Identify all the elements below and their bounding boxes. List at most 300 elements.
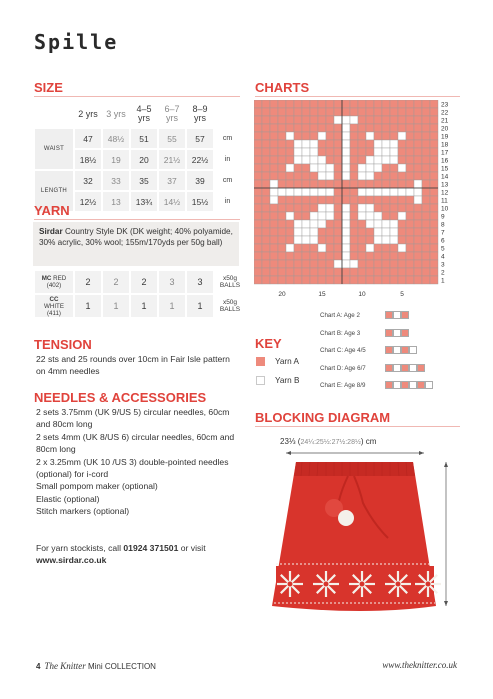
chart-cell	[302, 180, 310, 188]
mini-chart-cell	[401, 364, 409, 372]
chart-cell	[262, 204, 270, 212]
chart-cell	[414, 180, 422, 188]
chart-cell	[374, 100, 382, 108]
chart-cell	[278, 164, 286, 172]
chart-cell	[270, 276, 278, 284]
chart-cell	[406, 148, 414, 156]
chart-row-number: 19	[441, 133, 449, 141]
table-cell: 37	[159, 171, 185, 190]
chart-cell	[334, 156, 342, 164]
chart-col-number: 5	[400, 291, 404, 298]
size-heading: SIZE	[34, 80, 63, 95]
chart-cell	[366, 268, 374, 276]
table-cell: 55	[159, 129, 185, 148]
chart-cell	[374, 260, 382, 268]
table-cell: 1	[131, 295, 157, 317]
chart-cell	[366, 148, 374, 156]
chart-cell	[262, 196, 270, 204]
chart-cell	[406, 204, 414, 212]
chart-cell	[414, 116, 422, 124]
chart-cell	[334, 164, 342, 172]
chart-cell	[334, 204, 342, 212]
chart-cell	[374, 164, 382, 172]
chart-cell	[278, 188, 286, 196]
chart-cell	[366, 244, 374, 252]
chart-cell	[414, 196, 422, 204]
table-cell: 3	[187, 271, 213, 293]
mini-chart-label: Chart C: Age 4/5	[320, 347, 366, 354]
chart-cell	[366, 180, 374, 188]
chart-cell	[366, 260, 374, 268]
chart-col-numbers	[278, 291, 404, 298]
chart-cell	[286, 228, 294, 236]
key-yarn-b: Yarn B	[256, 376, 299, 385]
chart-cell	[422, 140, 430, 148]
chart-cell	[406, 268, 414, 276]
chart-cell	[430, 220, 438, 228]
chart-cell	[318, 100, 326, 108]
chart-cell	[358, 276, 366, 284]
chart-cell	[286, 196, 294, 204]
chart-cell	[350, 148, 358, 156]
chart-cell	[398, 220, 406, 228]
chart-cell	[374, 196, 382, 204]
chart-cell	[366, 204, 374, 212]
chart-cell	[318, 212, 326, 220]
chart-cell	[382, 244, 390, 252]
chart-cell	[302, 220, 310, 228]
chart-cell	[366, 156, 374, 164]
mini-chart-cell	[393, 381, 401, 389]
chart-cell	[374, 276, 382, 284]
chart-cell	[254, 252, 262, 260]
yarn-heading: YARN	[34, 203, 70, 218]
chart-cell	[350, 276, 358, 284]
footer-url[interactable]: www.theknitter.co.uk	[382, 660, 457, 670]
chart-cell	[334, 196, 342, 204]
chart-cell	[278, 124, 286, 132]
table-cell: 47	[75, 129, 101, 148]
chart-cell	[294, 220, 302, 228]
snowflake-motif	[277, 571, 303, 597]
chart-cell	[342, 148, 350, 156]
chart-cell	[334, 228, 342, 236]
chart-cell	[430, 188, 438, 196]
chart-cell	[286, 148, 294, 156]
list-item: Elastic (optional)	[36, 493, 100, 504]
chart-cell	[358, 228, 366, 236]
chart-cell	[398, 156, 406, 164]
chart-cell	[390, 268, 398, 276]
fair-isle-chart	[254, 100, 459, 308]
mini-chart-cell	[417, 381, 425, 389]
chart-grid	[254, 100, 438, 284]
chart-cell	[326, 140, 334, 148]
chart-cell	[342, 244, 350, 252]
chart-cell	[358, 140, 366, 148]
chart-cell	[326, 212, 334, 220]
chart-cell	[334, 220, 342, 228]
chart-cell	[302, 212, 310, 220]
chart-cell	[414, 156, 422, 164]
mini-chart-cell	[385, 311, 393, 319]
mini-chart-strip	[385, 329, 409, 337]
chart-cell	[358, 180, 366, 188]
mini-chart-cell	[401, 346, 409, 354]
mini-chart-cell	[425, 381, 433, 389]
chart-cell	[366, 108, 374, 116]
chart-cell	[382, 140, 390, 148]
chart-cell	[318, 116, 326, 124]
chart-cell	[294, 268, 302, 276]
chart-row-number: 12	[441, 189, 449, 197]
chart-cell	[422, 212, 430, 220]
chart-cell	[430, 100, 438, 108]
footer-left: 4 The Knitter Mini COLLECTION	[36, 661, 156, 671]
chart-cell	[310, 244, 318, 252]
yarn-desc-text: Country Style DK (DK weight; 40% polyamide, 30% acrylic, 30% wool; 155m/170yds per 50g ball)	[39, 227, 233, 247]
chart-cell	[326, 156, 334, 164]
chart-cell	[326, 188, 334, 196]
chart-cell	[326, 228, 334, 236]
chart-cell	[310, 228, 318, 236]
chart-cell	[270, 252, 278, 260]
chart-cell	[382, 132, 390, 140]
chart-cell	[398, 244, 406, 252]
chart-cell	[254, 180, 262, 188]
chart-cell	[302, 140, 310, 148]
chart-cell	[398, 100, 406, 108]
chart-cell	[390, 180, 398, 188]
chart-cell	[374, 244, 382, 252]
table-cell: 18½	[75, 150, 101, 169]
chart-cell	[422, 108, 430, 116]
chart-cell	[422, 100, 430, 108]
table-cell: 14½	[159, 192, 185, 211]
chart-cell	[278, 132, 286, 140]
chart-cell	[270, 260, 278, 268]
chart-cell	[278, 196, 286, 204]
chart-cell	[262, 276, 270, 284]
mini-chart-cell	[409, 346, 417, 354]
chart-cell	[318, 108, 326, 116]
chart-col-number: 10	[358, 291, 366, 298]
skirt-illustration	[268, 448, 458, 618]
unit-in: in	[215, 192, 240, 211]
chart-cell	[318, 276, 326, 284]
chart-cell	[390, 172, 398, 180]
chart-cell	[350, 172, 358, 180]
chart-cell	[422, 228, 430, 236]
chart-cell	[430, 276, 438, 284]
chart-cell	[342, 132, 350, 140]
chart-cell	[430, 164, 438, 172]
chart-cell	[366, 124, 374, 132]
chart-row-number: 16	[441, 157, 449, 165]
chart-cell	[342, 116, 350, 124]
chart-cell	[398, 116, 406, 124]
mini-chart-cell	[385, 381, 393, 389]
chart-cell	[310, 260, 318, 268]
chart-cell	[390, 260, 398, 268]
mini-chart-strip	[385, 346, 417, 354]
chart-cell	[302, 228, 310, 236]
table-cell: 1	[103, 295, 129, 317]
chart-cell	[262, 228, 270, 236]
mini-chart-cell	[393, 346, 401, 354]
chart-cell	[326, 116, 334, 124]
chart-cell	[286, 204, 294, 212]
chart-cell	[262, 220, 270, 228]
chart-cell	[310, 180, 318, 188]
chart-cell	[422, 116, 430, 124]
chart-cell	[398, 212, 406, 220]
chart-cell	[302, 108, 310, 116]
chart-row-number: 17	[441, 149, 449, 157]
list-item: Stitch markers (optional)	[36, 506, 130, 517]
chart-cell	[398, 172, 406, 180]
chart-cell	[414, 124, 422, 132]
chart-cell	[374, 156, 382, 164]
chart-cell	[422, 156, 430, 164]
chart-cell	[254, 124, 262, 132]
chart-cell	[366, 188, 374, 196]
chart-cell	[374, 124, 382, 132]
list-item: 2 x 3.25mm (UK 10 /US 3) double-pointed needles (optional) for i-cord	[36, 456, 229, 480]
chart-cell	[294, 260, 302, 268]
chart-cell	[310, 172, 318, 180]
chart-cell	[254, 108, 262, 116]
chart-cell	[310, 236, 318, 244]
chart-cell	[294, 172, 302, 180]
chart-cell	[382, 236, 390, 244]
chart-cell	[414, 132, 422, 140]
chart-cell	[390, 276, 398, 284]
chart-cell	[382, 116, 390, 124]
chart-cell	[262, 172, 270, 180]
chart-cell	[278, 220, 286, 228]
chart-cell	[342, 124, 350, 132]
chart-cell	[342, 180, 350, 188]
chart-cell	[326, 244, 334, 252]
unit-in: in	[215, 150, 240, 169]
chart-cell	[294, 116, 302, 124]
table-cell: 19	[103, 150, 129, 169]
chart-cell	[254, 172, 262, 180]
chart-cell	[374, 236, 382, 244]
chart-cell	[318, 156, 326, 164]
chart-cell	[310, 196, 318, 204]
chart-cell	[342, 196, 350, 204]
mini-chart-cell	[385, 364, 393, 372]
unit-cm: cm	[215, 171, 240, 190]
chart-cell	[422, 148, 430, 156]
chart-cell	[294, 276, 302, 284]
chart-cell	[422, 204, 430, 212]
chart-cell	[430, 260, 438, 268]
chart-cell	[310, 268, 318, 276]
chart-cell	[270, 244, 278, 252]
chart-cell	[334, 268, 342, 276]
chart-cell	[254, 116, 262, 124]
chart-cell	[422, 172, 430, 180]
chart-cell	[366, 252, 374, 260]
chart-cell	[350, 100, 358, 108]
chart-cell	[398, 132, 406, 140]
chart-cell	[390, 100, 398, 108]
chart-cell	[310, 252, 318, 260]
mini-chart-label: Chart A: Age 2	[320, 312, 360, 319]
chart-cell	[398, 196, 406, 204]
chart-cell	[318, 172, 326, 180]
tension-text: 22 sts and 25 rounds over 10cm in Fair Isle pattern on 4mm needles	[36, 354, 230, 377]
chart-cell	[326, 172, 334, 180]
chart-cell	[334, 172, 342, 180]
age-header: 2 yrs	[75, 101, 101, 127]
chart-cell	[270, 188, 278, 196]
chart-cell	[278, 236, 286, 244]
chart-cell	[382, 100, 390, 108]
chart-cell	[302, 196, 310, 204]
chart-cell	[326, 260, 334, 268]
chart-cell	[310, 148, 318, 156]
chart-cell	[334, 108, 342, 116]
chart-cell	[286, 212, 294, 220]
chart-cell	[262, 244, 270, 252]
chart-row-number: 3	[441, 261, 445, 269]
chart-cell	[254, 220, 262, 228]
table-cell: 39	[187, 171, 213, 190]
chart-cell	[414, 100, 422, 108]
chart-cell	[366, 228, 374, 236]
chart-cell	[294, 180, 302, 188]
chart-cell	[382, 268, 390, 276]
chart-cell	[270, 100, 278, 108]
chart-cell	[406, 140, 414, 148]
chart-cell	[374, 188, 382, 196]
chart-cell	[318, 180, 326, 188]
chart-cell	[270, 172, 278, 180]
chart-cell	[350, 140, 358, 148]
chart-cell	[422, 220, 430, 228]
chart-cell	[430, 140, 438, 148]
chart-cell	[294, 204, 302, 212]
chart-cell	[254, 100, 262, 108]
chart-cell	[254, 132, 262, 140]
chart-cell	[302, 252, 310, 260]
page-number: 4	[36, 662, 41, 671]
chart-cell	[398, 108, 406, 116]
chart-cell	[262, 140, 270, 148]
chart-cell	[286, 252, 294, 260]
stockists-url[interactable]: www.sirdar.co.uk	[36, 555, 107, 566]
chart-cell	[406, 276, 414, 284]
chart-cell	[254, 148, 262, 156]
chart-cell	[278, 180, 286, 188]
chart-cell	[318, 252, 326, 260]
age-header: 3 yrs	[103, 101, 129, 127]
chart-cell	[310, 188, 318, 196]
chart-cell	[414, 268, 422, 276]
chart-cell	[430, 268, 438, 276]
chart-cell	[414, 164, 422, 172]
chart-cell	[342, 188, 350, 196]
chart-cell	[286, 124, 294, 132]
chart-cell	[254, 140, 262, 148]
mini-chart-cell	[393, 364, 401, 372]
chart-cell	[366, 132, 374, 140]
chart-cell	[342, 140, 350, 148]
chart-cell	[398, 252, 406, 260]
chart-cell	[382, 252, 390, 260]
chart-cell	[302, 260, 310, 268]
chart-cell	[414, 276, 422, 284]
chart-cell	[406, 116, 414, 124]
chart-cell	[430, 116, 438, 124]
chart-cell	[326, 276, 334, 284]
chart-cell	[302, 116, 310, 124]
chart-cell	[334, 100, 342, 108]
chart-row-number: 23	[441, 101, 449, 109]
chart-cell	[302, 164, 310, 172]
balls-unit: x50g BALLS	[215, 295, 245, 317]
table-cell: 13¾	[131, 192, 157, 211]
chart-cell	[302, 100, 310, 108]
chart-cell	[398, 236, 406, 244]
chart-row-number: 22	[441, 109, 449, 117]
chart-cell	[262, 260, 270, 268]
chart-cell	[358, 148, 366, 156]
chart-cell	[302, 236, 310, 244]
chart-cell	[318, 204, 326, 212]
chart-row-number: 7	[441, 229, 445, 237]
chart-cell	[406, 124, 414, 132]
chart-cell	[358, 116, 366, 124]
chart-cell	[382, 164, 390, 172]
table-cell: 3	[159, 271, 185, 293]
chart-cell	[310, 116, 318, 124]
key-heading: KEY	[255, 336, 282, 351]
chart-cell	[342, 100, 350, 108]
chart-cell	[278, 260, 286, 268]
chart-cell	[350, 204, 358, 212]
chart-cell	[374, 132, 382, 140]
chart-cell	[278, 252, 286, 260]
chart-cell	[390, 188, 398, 196]
chart-cell	[270, 196, 278, 204]
chart-cell	[382, 180, 390, 188]
yarn-table	[33, 269, 247, 319]
chart-cell	[286, 268, 294, 276]
chart-cell	[382, 204, 390, 212]
chart-cell	[334, 276, 342, 284]
chart-cell	[398, 276, 406, 284]
chart-cell	[278, 100, 286, 108]
chart-cell	[326, 236, 334, 244]
chart-cell	[366, 140, 374, 148]
chart-col-number: 20	[278, 291, 286, 298]
chart-cell	[326, 132, 334, 140]
chart-cell	[262, 164, 270, 172]
snowflake-motif	[385, 571, 411, 597]
chart-cell	[350, 180, 358, 188]
chart-cell	[254, 260, 262, 268]
chart-cell	[390, 132, 398, 140]
chart-cell	[358, 156, 366, 164]
chart-cell	[286, 188, 294, 196]
chart-cell	[406, 220, 414, 228]
chart-cell	[270, 220, 278, 228]
